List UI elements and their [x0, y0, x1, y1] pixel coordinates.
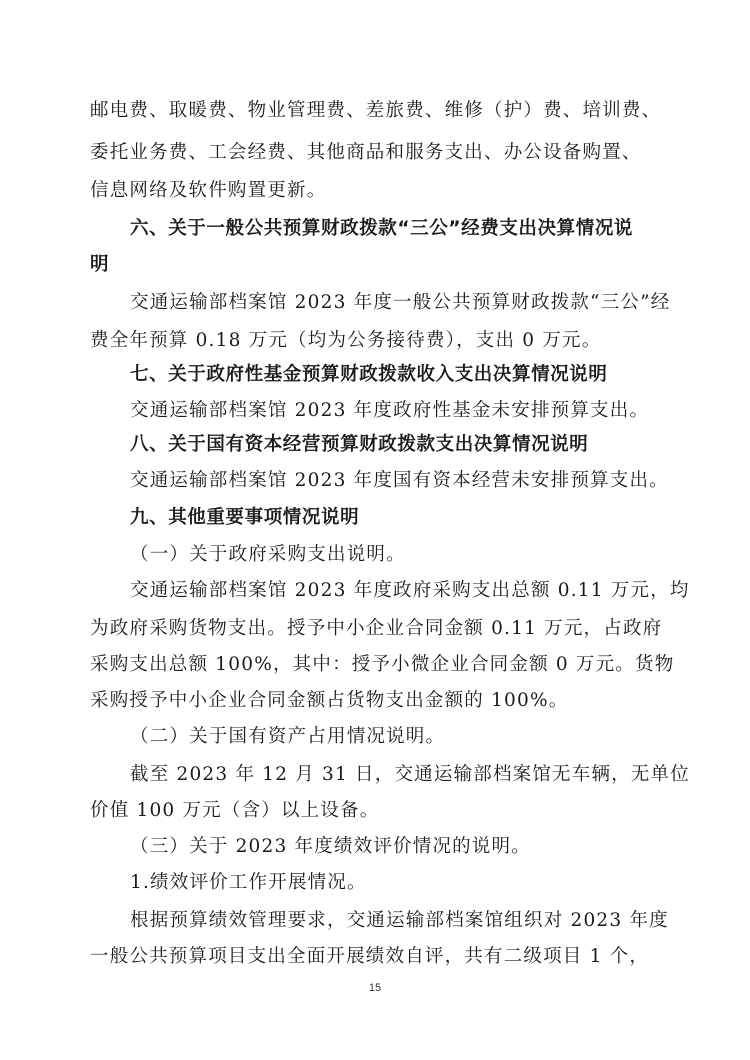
section-heading-six: 六、关于一般公共预算财政拨款“三公”经费支出决算情况说: [130, 218, 634, 239]
section-heading-eight: 八、关于国有资本经营预算财政拨款支出决算情况说明: [130, 434, 589, 455]
page-number: 15: [368, 982, 382, 994]
subsection-heading-2: （二）关于国有资产占用情况说明。: [130, 726, 446, 747]
body-text-line: 费全年预算 0.18 万元（均为公务接待费），支出 0 万元。: [90, 330, 602, 351]
body-text-line: 为政府采购货物支出。授予中小企业合同金额 0.11 万元，占政府: [90, 618, 663, 639]
body-text-line: 交通运输部档案馆 2023 年度政府采购支出总额 0.11 万元，均: [130, 580, 690, 601]
section-heading-seven: 七、关于政府性基金预算财政拨款收入支出决算情况说明: [130, 364, 608, 385]
body-text-line: 采购支出总额 100%，其中：授予小微企业合同金额 0 万元。货物: [90, 654, 675, 675]
section-heading-nine: 九、其他重要事项情况说明: [130, 507, 360, 528]
body-text-line: 根据预算绩效管理要求，交通运输部档案馆组织对 2023 年度: [130, 910, 669, 931]
body-text-line: 1.绩效评价工作开展情况。: [130, 872, 367, 893]
body-text-line: 一般公共预算项目支出全面开展绩效自评，共有二级项目 1 个，: [90, 946, 650, 967]
body-text-line: 截至 2023 年 12 月 31 日，交通运输部档案馆无车辆，无单位: [130, 764, 690, 785]
body-text-line: 价值 100 万元（含）以上设备。: [90, 800, 380, 821]
body-text-line: 采购授予中小企业合同金额占货物支出金额的 100%。: [90, 690, 569, 711]
body-text-line: 信息网络及软件购置更新。: [90, 180, 327, 201]
subsection-heading-1: （一）关于政府采购支出说明。: [130, 544, 406, 565]
body-text-line: 邮电费、取暖费、物业管理费、差旅费、维修（护）费、培训费、: [90, 100, 662, 121]
subsection-heading-3: （三）关于 2023 年度绩效评价情况的说明。: [130, 836, 531, 857]
section-heading-six-cont: 明: [90, 254, 110, 275]
body-text-line: 委托业务费、工会经费、其他商品和服务支出、办公设备购置、: [90, 142, 642, 163]
body-text-line: 交通运输部档案馆 2023 年度政府性基金未安排预算支出。: [130, 400, 650, 421]
body-text-line: 交通运输部档案馆 2023 年度国有资本经营未安排预算支出。: [130, 470, 669, 491]
body-text-line: 交通运输部档案馆 2023 年度一般公共预算财政拨款“三公”经: [130, 292, 671, 313]
